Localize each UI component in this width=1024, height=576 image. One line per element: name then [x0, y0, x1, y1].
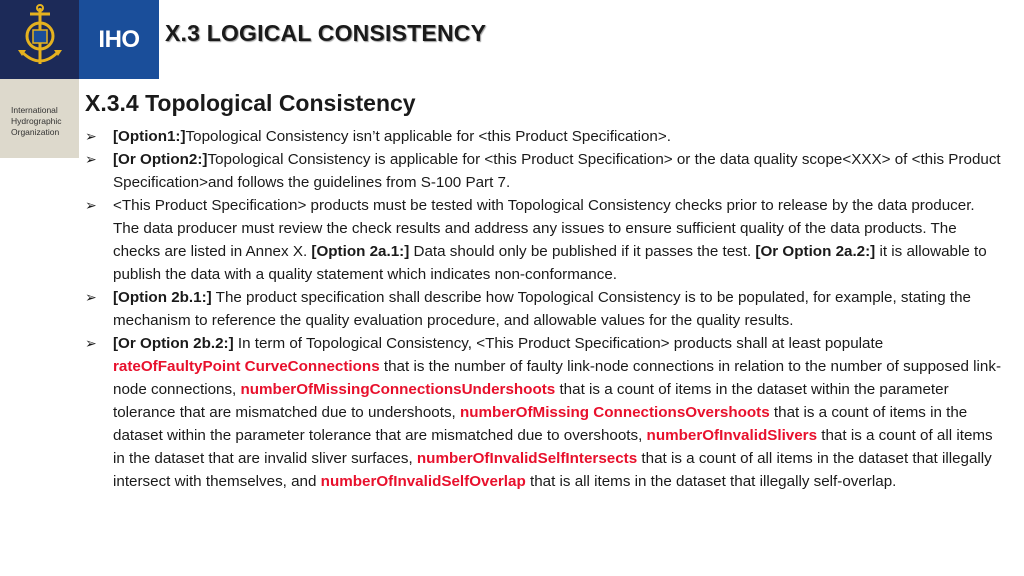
item-text: that is the number of faulty link-node connections in relation to the number of supposed link-node connections,	[113, 358, 1002, 398]
option-label: [Option 2b.1:]	[113, 289, 212, 306]
item-text: that is a count of all items in the dataset that are invalid sliver surfaces,	[113, 427, 993, 467]
org-line: International	[11, 105, 58, 115]
attribute-name: numberOfInvalidSelfOverlap	[320, 473, 526, 490]
list-item	[84, 286, 1004, 332]
item-text: The product specification shall describe how Topological Consistency is to be populated, for example, stating the mechanism to reference the quality evaluation procedure, and allowable values for the quality results.	[113, 289, 971, 329]
section-title: X.3.4 Topological Consistency	[85, 90, 416, 116]
attribute-name: rateOfFaultyPoint CurveConnections	[113, 358, 380, 375]
option-label: [Or Option 2b.2:]	[113, 335, 234, 352]
list-item	[84, 194, 1004, 286]
arrow-bullet-icon: ➢	[85, 335, 97, 351]
attribute-name: numberOfMissing ConnectionsOvershoots	[459, 404, 770, 421]
option-label: [Or Option2:]	[113, 151, 208, 168]
org-line: Organization	[11, 127, 60, 137]
item-text: that is all items in the dataset that illegally self-overlap.	[525, 473, 897, 490]
list-item	[84, 125, 1004, 148]
arrow-bullet-icon: ➢	[85, 151, 97, 167]
item-text: Topological Consistency isn’t applicable for <this Product Specification>.	[185, 128, 671, 145]
arrow-bullet-icon: ➢	[85, 128, 97, 144]
org-line: Hydrographic	[11, 116, 62, 126]
item-text: it is allowable to publish the data with a quality statement which indicates non-conformance.	[113, 243, 987, 283]
attribute-name: numberOfMissingConnectionsUndershoots	[240, 381, 556, 398]
attribute-name: numberOfInvalidSelfIntersects	[416, 450, 638, 467]
anchor-emblem-icon	[0, 0, 79, 79]
arrow-bullet-icon: ➢	[85, 289, 97, 305]
item-text: Data should only be published if it passes the test.	[409, 243, 756, 260]
option-label: [Or Option 2a.2:]	[755, 243, 876, 260]
slide-title: X.3 LOGICAL CONSISTENCY	[165, 20, 487, 46]
attribute-name: numberOfInvalidSlivers	[646, 427, 818, 444]
item-text: In term of Topological Consistency, <This Product Specification> products shall at least populate	[233, 335, 884, 352]
organization-name	[0, 79, 79, 158]
iho-emblem	[0, 0, 79, 79]
list-item	[84, 148, 1004, 194]
item-text: <This Product Specification> products must be tested with Topological Consistency checks prior to release by the data producer. The data producer must review the check results and address any issues to ensure sufficient quality of the data products. The checks are listed in Annex X.	[113, 197, 975, 260]
option-label: [Option1:]	[113, 128, 186, 145]
item-text: Topological Consistency is applicable for <this Product Specification> or the data quality scope<XXX> of <this Product Specification>and follows the guidelines from S-100 Part 7.	[113, 151, 1001, 191]
iho-badge: IHO	[79, 0, 159, 79]
arrow-bullet-icon: ➢	[85, 197, 97, 213]
bullet-list	[84, 125, 1004, 493]
item-text: that is a count of all items in the dataset that illegally intersect with themselves, and	[113, 450, 992, 490]
list-item	[84, 332, 1004, 493]
option-label: [Option 2a.1:]	[311, 243, 410, 260]
item-text: that is a count of items in the dataset within the parameter tolerance that are mismatched due to overshoots,	[113, 404, 968, 444]
item-text: that is a count of items in the dataset within the parameter tolerance that are mismatched due to undershoots,	[113, 381, 949, 421]
